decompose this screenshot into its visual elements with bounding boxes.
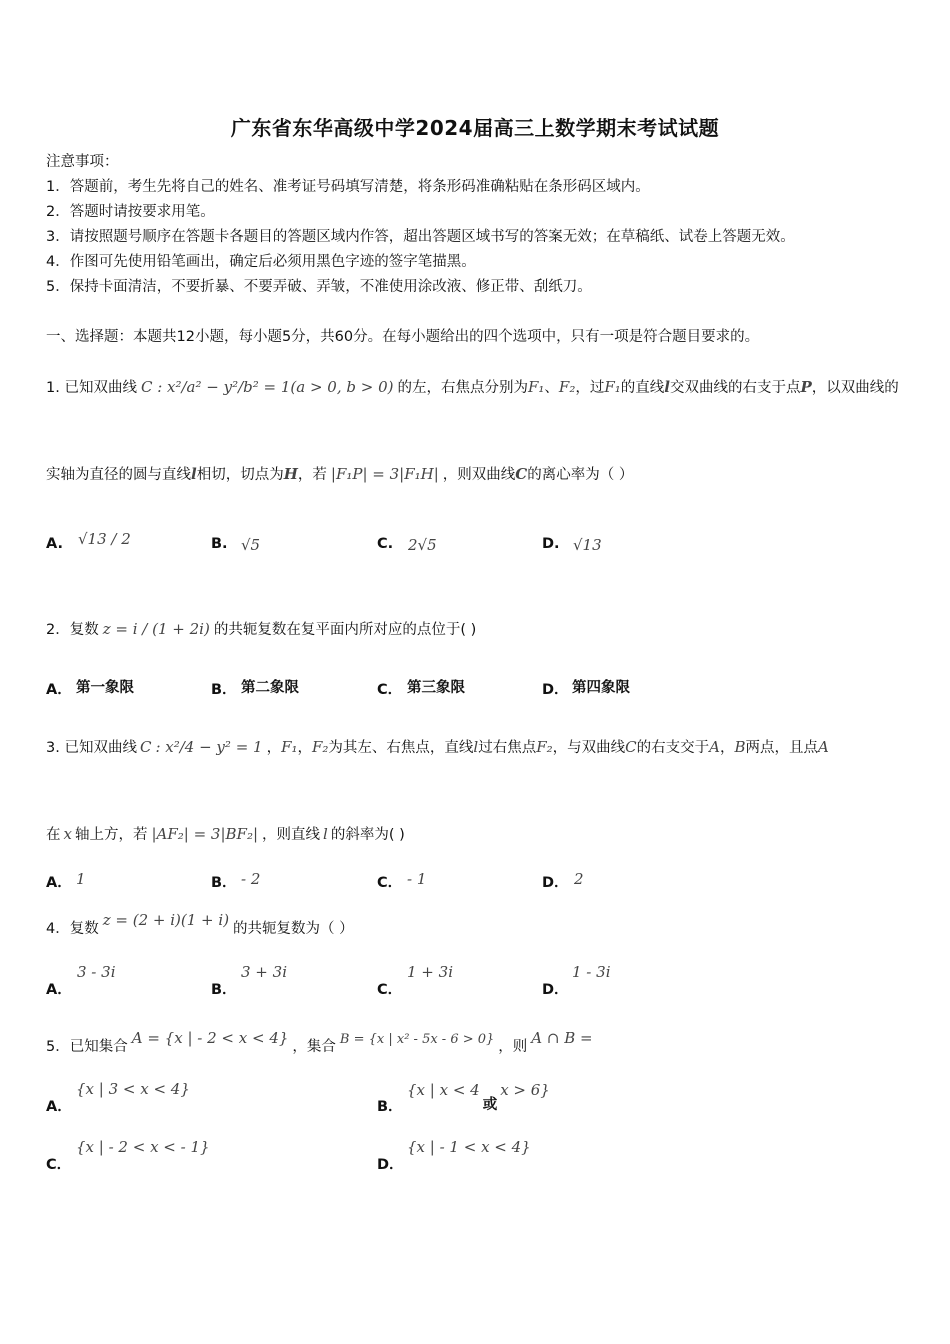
- question-1-line-2: 实轴为直径的圆与直线l相切，切点为H，若 |F₁P| = 3|F₁H| ，则双曲线C的离心率为（ ）: [46, 465, 634, 483]
- option-value: 3 - 3i: [77, 963, 116, 981]
- option-label: B．: [211, 875, 237, 891]
- option-label: B.: [211, 536, 228, 552]
- option-label: D.: [542, 536, 560, 552]
- notice-heading: 注意事项：: [46, 154, 119, 170]
- complex-fraction: z = i / (1 + 2i): [102, 620, 210, 638]
- notice-item: 5．保持卡面清洁，不要折暴、不要弄破、弄皱，不准使用涂改液、修正带、刮纸刀。: [46, 279, 592, 295]
- option-label: D．: [542, 875, 569, 891]
- hyperbola-equation: : x²/4 − y² = 1: [155, 738, 263, 756]
- hyperbola-equation: C : x²/a² − y²/b² = 1(a > 0, b > 0): [140, 378, 394, 396]
- option-label: A．: [46, 682, 72, 698]
- notice-item: 4．作图可先使用铅笔画出，确定后必须用黑色字迹的签字笔描黑。: [46, 254, 476, 270]
- option-value: √5: [241, 536, 261, 554]
- option-label: A．: [46, 982, 72, 998]
- option-value: 第三象限: [407, 680, 465, 696]
- option-label: A．: [46, 875, 72, 891]
- question-3-line-2: 在 x 轴上方，若 |AF₂| = 3|BF₂| ，则直线 l 的斜率为( ): [46, 825, 405, 843]
- question-5-line: 5．已知集合 A = {x | - 2 < x < 4} ，集合 B = {x | x² - 5x - 6 > 0} ，则 A ∩ B =: [46, 1029, 593, 1055]
- option-value: 1 + 3i: [407, 963, 453, 981]
- question-2-line: 2．复数 z = i / (1 + 2i) 的共轭复数在复平面内所对应的点位于( ): [46, 620, 477, 638]
- option-label: A．: [46, 1099, 72, 1115]
- option-label: C．: [377, 875, 403, 891]
- option-value: 第一象限: [76, 680, 134, 696]
- option-label: D．: [377, 1157, 404, 1173]
- option-label: B．: [377, 1099, 403, 1115]
- notice-item: 3．请按照题号顺序在答题卡各题目的答题区域内作答，超出答题区域书写的答案无效；在草稿纸、试卷上答题无效。: [46, 229, 795, 245]
- option-value: √13: [573, 536, 602, 554]
- option-value: 2√5: [408, 536, 437, 554]
- option-value: {x | 3 < x < 4}: [76, 1080, 190, 1098]
- option-value: 1 - 3i: [572, 963, 611, 981]
- option-label: B．: [211, 682, 237, 698]
- option-value: 3 + 3i: [241, 963, 287, 981]
- notice-item: 2．答题时请按要求用笔。: [46, 204, 215, 220]
- option-label: B．: [211, 982, 237, 998]
- set-a: A = {x | - 2 < x < 4}: [131, 1029, 289, 1047]
- option-label: D．: [542, 682, 569, 698]
- option-label: C．: [46, 1157, 72, 1173]
- question-1-line-1: 1. 已知双曲线 C : x²/a² − y²/b² = 1(a > 0, b > 0) 的左，右焦点分别为F₁、F₂，过F₁的直线l交双曲线的右支于点P，以双曲线的: [46, 378, 899, 396]
- option-label: C.: [377, 536, 394, 552]
- option-value: 2: [574, 870, 584, 888]
- option-value: {x | - 2 < x < - 1}: [76, 1138, 210, 1156]
- option-value: - 2: [241, 870, 261, 888]
- question-3-line-1: 3. 已知双曲线 C : x²/4 − y² = 1 ，F₁，F₂为其左、右焦点，直线l过右焦点F₂，与双曲线C的右支交于A，B两点，且点A: [46, 738, 829, 756]
- section-heading: 一、选择题：本题共12小题，每小题5分，共60分。在每小题给出的四个选项中，只有一项是符合题目要求的。: [46, 329, 760, 345]
- option-value: - 1: [407, 870, 427, 888]
- option-label: C．: [377, 982, 403, 998]
- option-value: √13 / 2: [78, 530, 131, 548]
- option-value: 第四象限: [572, 680, 630, 696]
- option-label: A.: [46, 536, 63, 552]
- option-value: {x | - 1 < x < 4}: [407, 1138, 531, 1156]
- complex-product: z = (2 + i)(1 + i): [102, 911, 230, 929]
- question-4-line: 4．复数 z = (2 + i)(1 + i) 的共轭复数为（ ）: [46, 911, 354, 937]
- segment-ratio: |AF₂| = 3|BF₂|: [151, 825, 259, 843]
- option-value: 1: [76, 870, 86, 888]
- set-b: B = {x | x² - 5x - 6 > 0}: [339, 1032, 495, 1047]
- option-value: 第二象限: [241, 680, 299, 696]
- focal-condition: |F₁P| = 3|F₁H|: [330, 465, 439, 483]
- notice-item: 1．答题前，考生先将自己的姓名、准考证号码填写清楚，将条形码准确粘贴在条形码区域内。: [46, 179, 650, 195]
- intersection: A ∩ B =: [531, 1029, 593, 1047]
- option-label: C．: [377, 682, 403, 698]
- option-label: D．: [542, 982, 569, 998]
- option-value: {x | x < 4或x > 6}: [407, 1081, 550, 1113]
- page-title: 广东省东华高级中学2024届高三上数学期末考试试题: [230, 116, 720, 140]
